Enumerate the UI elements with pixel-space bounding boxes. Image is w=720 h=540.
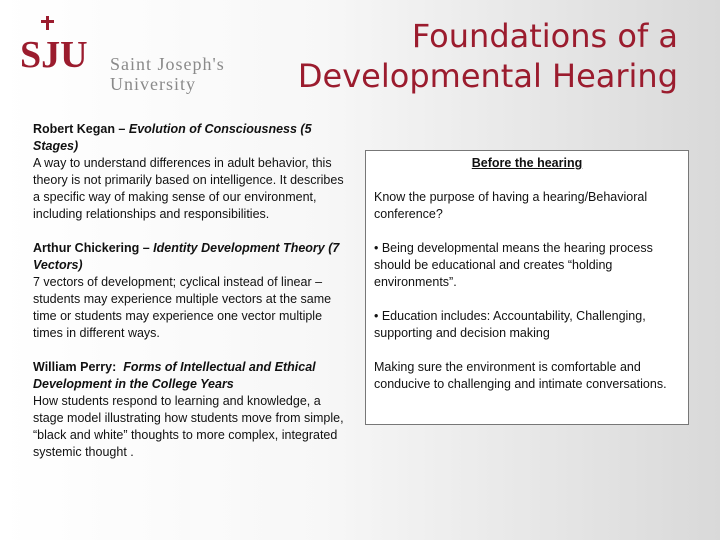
title-line-2: Developmental Hearing (297, 57, 678, 95)
university-logo (18, 12, 233, 94)
title-line-1: Foundations of a (411, 17, 678, 55)
theory-title: Identity Development Theory (7 Vectors) (33, 241, 340, 272)
theory-description: 7 vectors of development; cyclical instead of linear – students may experience multiple vectors at the same time or students may experience one vector multiple times in different ways. (33, 275, 332, 340)
theory-title: Evolution of Consciousness (5 Stages) (33, 122, 312, 153)
theory-heading (33, 121, 345, 155)
box-heading: Before the hearing (471, 156, 583, 170)
bullet-item: • Being developmental means the hearing process should be educational and creates “holding environments”. (374, 241, 653, 289)
theorist-name: Arthur Chickering (33, 241, 140, 255)
theory-description: How students respond to learning and knowledge, a stage model illustrating how students move from simple, “black and white” thoughts to more complex, integrated systemic thought . (33, 394, 344, 459)
logo-line-1: Saint Joseph's (110, 54, 225, 74)
logo-monogram: SJU (20, 34, 88, 72)
theory-description: A way to understand differences in adult behavior, this theory is not primarily based on intelligence. It describes a specific way of making sense of our environment, including relationships and responsibilities. (33, 156, 344, 221)
logo-wordmark (110, 54, 225, 94)
theory-dash: – (114, 122, 129, 136)
theory-block (33, 121, 345, 223)
theorist-name: Robert Kegan (33, 122, 115, 136)
theorist-name: William Perry: (33, 360, 117, 374)
theory-title: Forms of Intellectual and Ethical Development in the College Years (33, 360, 316, 391)
theory-heading (33, 359, 345, 393)
purpose-paragraph: Know the purpose of having a hearing/Behavioral conference? (374, 190, 648, 221)
theory-heading (33, 240, 345, 274)
sju-monogram (18, 12, 98, 72)
before-hearing-box (365, 150, 689, 425)
bullet-item: • Education includes: Accountability, Challenging, supporting and decision making (374, 309, 646, 340)
theory-block (33, 240, 345, 342)
slide-title (248, 16, 678, 96)
theory-dash: – (139, 241, 154, 255)
environment-paragraph: Making sure the environment is comfortable and conducive to challenging and intimate conversations. (374, 360, 667, 391)
theories-column (33, 121, 345, 478)
logo-line-2: University (110, 74, 196, 94)
theory-block (33, 359, 345, 461)
